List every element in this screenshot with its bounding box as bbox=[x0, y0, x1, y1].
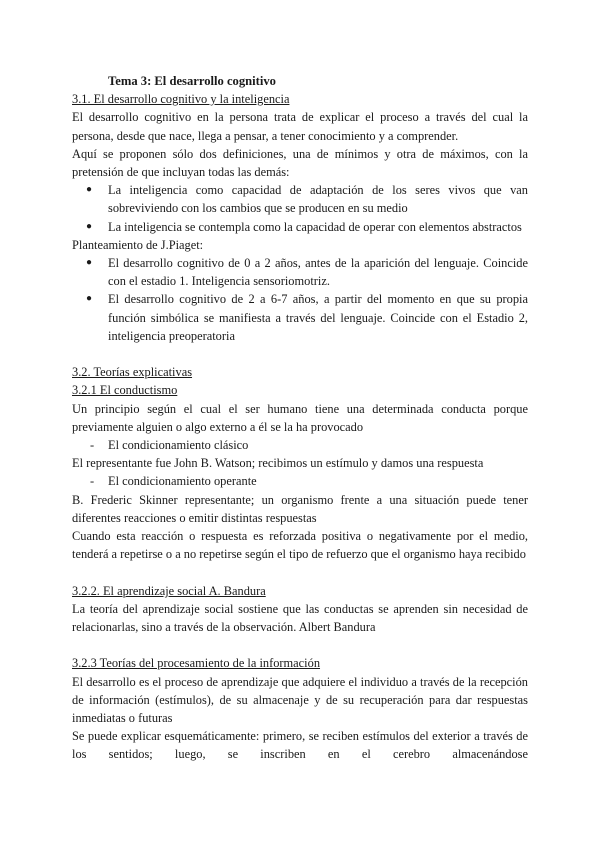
section-heading-3-2: 3.2. Teorías explicativas bbox=[72, 365, 193, 380]
operant-conditioning-list bbox=[72, 472, 528, 490]
section-heading-3-1: 3.1. El desarrollo cognitivo y la inteligencia bbox=[72, 92, 290, 107]
list-item: ● El desarrollo cognitivo de 2 a 6-7 años, a partir del momento en que su propia función simbólica se manifiesta a través del lenguaje. Coincide con el Estadio 2, inteligencia preoperatoria bbox=[72, 290, 528, 345]
paragraph-information-processing: El desarrollo es el proceso de aprendizaje que adquiere el individuo a través de la recepción de información (estímulos), de su almacenaje y de su recuperación para dar respuestas inmediatas o futuras bbox=[72, 674, 528, 726]
intelligence-definitions-list bbox=[72, 181, 528, 236]
document-title: Tema 3: El desarrollo cognitivo bbox=[108, 74, 276, 88]
list-item: - El condicionamiento operante bbox=[72, 472, 528, 490]
paragraph-schematic: Se puede explicar esquemáticamente: primero, se reciben estímulos del exterior a través de los sentidos; luego, se inscriben en el cerebro almacenándose bbox=[72, 729, 528, 762]
paragraph-bandura: La teoría del aprendizaje social sostiene que las conductas se aprenden sin necesidad de relacionarlas, sino a través de la observación. Albert Bandura bbox=[72, 601, 528, 635]
spacer bbox=[72, 563, 528, 581]
spacer bbox=[72, 636, 528, 654]
spacer bbox=[72, 345, 528, 363]
section-heading-3-2-2: 3.2.2. El aprendizaje social A. Bandura bbox=[72, 583, 266, 598]
paragraph-skinner: B. Frederic Skinner representante; un organismo frente a una situación puede tener diferentes reacciones o emitir distintas respuestas bbox=[72, 492, 528, 525]
list-item: ● La inteligencia como capacidad de adaptación de los seres vivos que van sobreviviendo con los cambios que se producen en su medio bbox=[72, 181, 528, 217]
list-item: - El condicionamiento clásico bbox=[72, 436, 528, 454]
list-item: ● La inteligencia se contempla como la capacidad de operar con elementos abstractos bbox=[72, 218, 528, 236]
section-heading-3-2-3: 3.2.3 Teorías del procesamiento de la información bbox=[72, 656, 321, 671]
document-body bbox=[72, 72, 528, 764]
paragraph-behaviorism-principle: Un principio según el cual el ser humano tiene una determinada conducta porque previamente alguien o algo externo a él se la ha provocado bbox=[72, 401, 528, 434]
paragraph-reinforcement: Cuando esta reacción o respuesta es reforzada positiva o negativamente por el medio, tenderá a repetirse o a no repetirse según el tipo de refuerzo que el organismo haya recibido bbox=[72, 529, 528, 562]
list-item: ● El desarrollo cognitivo de 0 a 2 años, antes de la aparición del lenguaje. Coincide con el estadio 1. Inteligencia sensoriomotriz. bbox=[72, 254, 528, 290]
paragraph-piaget-intro: Planteamiento de J.Piaget: bbox=[72, 237, 204, 252]
paragraph-watson: El representante fue John B. Watson; recibimos un estímulo y damos una respuesta bbox=[72, 456, 484, 471]
paragraph-definitions-intro: Aquí se proponen sólo dos definiciones, una de mínimos y otra de máximos, con la pretensión de que incluyan todas las demás: bbox=[72, 146, 528, 180]
section-heading-3-2-1: 3.2.1 El conductismo bbox=[72, 383, 178, 398]
classical-conditioning-list bbox=[72, 436, 528, 454]
piaget-stages-list bbox=[72, 254, 528, 345]
paragraph-cognitive-definition: El desarrollo cognitivo en la persona trata de explicar el proceso a través del cual la persona, desde que nace, llega a pensar, a tener conocimiento y a comprender. bbox=[72, 110, 528, 143]
